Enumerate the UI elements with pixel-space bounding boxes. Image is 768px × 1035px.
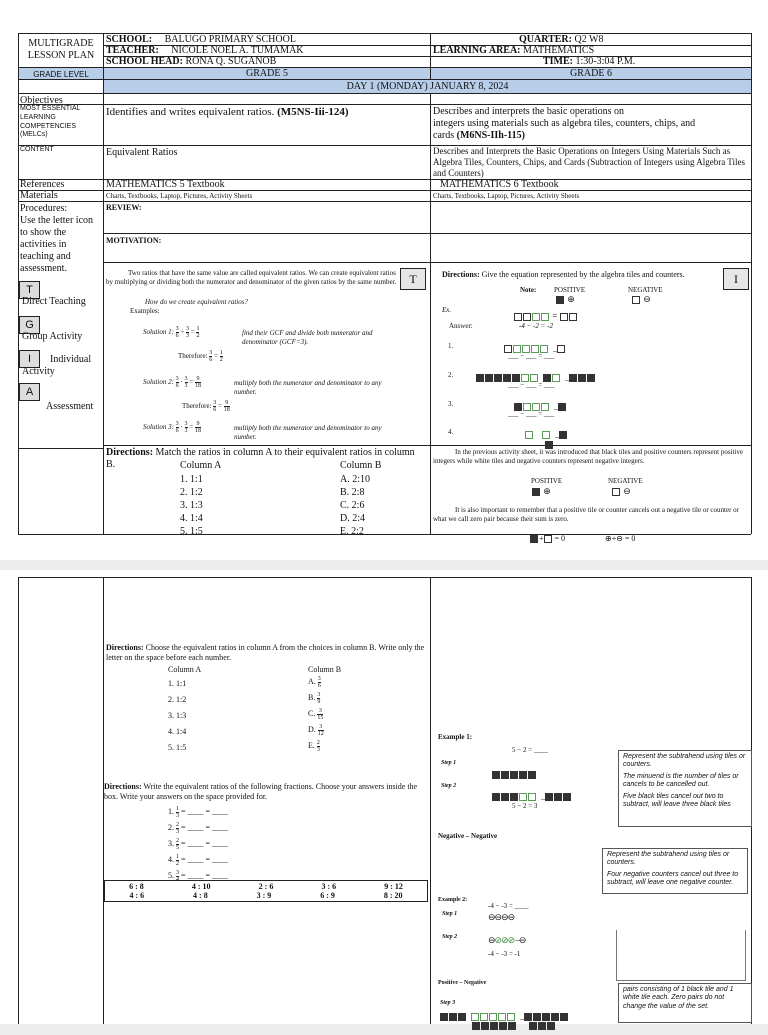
direct-teaching-label: Direct Teaching <box>22 296 86 307</box>
column-a-item: 1. 1:1 <box>180 474 203 485</box>
zero-pair-counters: ⊕+⊖ = 0 <box>605 534 636 543</box>
positive-heading: POSITIVE <box>554 286 586 294</box>
positive-key <box>556 294 575 305</box>
item-3-tiles: – <box>514 398 567 416</box>
therefore-1: Therefore: <box>178 352 208 361</box>
example-2-step-2-counters: ⊖⊘⊘⊘ –⊖ <box>488 935 526 945</box>
example-1-callout <box>618 750 752 827</box>
page2-column-b-letter: D. <box>308 725 316 734</box>
lesson-plan-page-2 <box>0 570 768 1024</box>
negative-counter-icon: ⊖ <box>643 294 651 304</box>
item-3-number: 3. <box>448 400 454 408</box>
procedures-label: Procedures: <box>20 203 68 214</box>
answer-choice: 8 : 20 <box>383 891 403 900</box>
content-grade-6: Describes and Interprets the Basic Operations on Integers Using Materials Such as Algebra Tiles, Counters, Chips, and Cards (Subtraction of Integers using Algebra Tiles and Counters) <box>433 146 745 178</box>
item-1-number: 1. <box>448 342 454 350</box>
negative-key <box>632 294 651 305</box>
note-label: Note: <box>520 286 537 294</box>
solution-1-label: Solution 1: <box>143 328 174 337</box>
answer-choice: 6 : 9 <box>320 891 335 900</box>
title-line-1: MULTIGRADE <box>28 38 94 49</box>
example-2-label: Example 2: <box>438 897 468 903</box>
reference-grade-5: MATHEMATICS 5 Textbook <box>106 179 225 190</box>
solution-3-note: multiply both the numerator and denominator to any number. <box>234 424 382 442</box>
materials-label: Materials <box>20 190 58 201</box>
quarter-value: Q2 W8 <box>574 34 604 45</box>
procedures-note: Use the letter icon to show the activities in teaching and assessment. <box>20 215 94 274</box>
fraction-item: 4. <box>168 855 174 864</box>
answer-choice: 4 : 6 <box>129 891 145 900</box>
grade-6-heading: GRADE 6 <box>570 68 612 79</box>
page2-column-a-item: 4. 1:4 <box>168 727 187 736</box>
zero-pair-counters-result: = 0 <box>624 534 636 543</box>
melc-5-code: (M5NS-Iii-124) <box>277 106 349 118</box>
example-1-step-2: Step 2 <box>441 783 457 789</box>
answer-choices-row-2 <box>105 891 427 900</box>
item-2-blanks: ___ − ___ = ___ <box>508 381 555 389</box>
positive-counter-icon: ⊕ <box>567 294 575 304</box>
column-b-list <box>340 473 370 538</box>
answer-choices-box <box>104 880 428 902</box>
page2-column-b-letter: E. <box>308 741 315 750</box>
melc-6-line-3: cards <box>433 130 455 141</box>
solution-3-label: Solution 3: <box>143 423 174 432</box>
step-3-tiles-row-2 <box>472 1017 556 1035</box>
answer-choice: 4 : 8 <box>193 891 208 900</box>
page2-column-a-heading: Column A <box>168 665 202 674</box>
empty-callout-frame <box>616 930 746 981</box>
answer-choice: 3 : 6 <box>321 882 337 891</box>
page2-column-a-item: 5. 1:5 <box>168 743 187 752</box>
answer-choice: 2 : 6 <box>258 882 274 891</box>
reference-grade-6: MATHEMATICS 6 Textbook <box>440 179 559 190</box>
page2-column-b-letter: C. <box>308 709 316 718</box>
choose-directions <box>106 643 426 662</box>
therefore-2: Therefore: <box>182 402 212 411</box>
answer-choice: 9 : 12 <box>384 882 403 891</box>
materials-grade-6: Charts, Textbooks, Laptop, Pictures, Activity Sheets <box>433 192 580 200</box>
solution-1: Solution 1: $\frac{3}{6}$ ÷ $\frac{3}{3}$ = $\frac{1}{2}$ <box>143 326 200 339</box>
column-a-item: 5. 1:5 <box>180 526 203 537</box>
solution-2-note: multiply both the numerator and denominator to any number. <box>234 379 382 397</box>
answer-label: Answer: <box>449 322 473 330</box>
school-head-name: RONA Q. SUGANOB <box>185 56 277 67</box>
example-label: Ex. <box>442 306 452 314</box>
page2-column-a-item: 1. 1:1 <box>168 679 187 688</box>
solution-2: Solution 2: $\frac{3}{6}$ · $\frac{3}{3}$ = $\frac{9}{18}$ <box>143 376 201 389</box>
answer-choice: 4 : 10 <box>191 882 211 891</box>
callout-1-line-3: Five black tiles cancel out two to subtract, will leave three black tiles <box>623 792 731 808</box>
callout-1-line-2: The minuend is the number of tiles or cancels to be cancelled out. <box>623 772 739 789</box>
matching-directions-label: Directions: <box>106 447 154 458</box>
column-a-list <box>180 473 203 538</box>
step-3-label: Step 3 <box>440 1000 456 1006</box>
choose-directions-label: Directions: <box>106 643 144 652</box>
column-a-item: 4. 1:4 <box>180 513 203 524</box>
page2-column-b-list: A. $\frac{3}{6}$ B. $\frac{3}{9}$ C. $\frac{3}{15}$ D. $\frac{3}{12}$ E. $\frac{2}{3}$ <box>308 675 324 753</box>
negative-negative-heading: Negative – Negative <box>438 832 498 840</box>
answer-choice: 3 : 9 <box>256 891 272 900</box>
matching-directions-text: Match the ratios in column A to their equivalent ratios in column B. <box>106 447 415 470</box>
column-a-item: 2. 1:2 <box>180 487 203 498</box>
group-activity-badge: G <box>19 316 40 334</box>
column-a-heading: Column A <box>180 460 222 471</box>
item-1-tiles: – <box>504 340 566 358</box>
example-2-result: -4 − -3 = -1 <box>488 950 521 958</box>
positive-negative-heading: Positive – Negative <box>438 980 487 986</box>
materials-grade-5: Charts, Textbooks, Laptop, Pictures, Activity Sheets <box>106 192 253 200</box>
grade-level-label: GRADE LEVEL <box>33 70 89 79</box>
page2-column-b-heading: Column B <box>308 665 342 674</box>
fraction-item: 2. <box>168 823 174 832</box>
example-1-result: 5 − 2 = 3 <box>512 802 538 810</box>
fraction-list: 1. $\frac{1}{3}$ = ____ = ____ 2. $\frac{2}{3}$ = ____ = ____ 3. $\frac{2}{5}$ = ____ = ____ 4. $\frac{1}{2}$ = ____ = ____ 5. $\frac{3}{4}$ = ____ = ____ <box>168 805 229 883</box>
negative-key-2: ⊖ <box>612 486 631 497</box>
answer-choices-row-1 <box>105 882 427 891</box>
item-2-tiles: – <box>476 369 596 387</box>
example-2-equation: -4 − -3 = ____ <box>488 902 529 910</box>
group-activity-label: Group Activity <box>22 331 83 342</box>
solution-1-note: find their GCF and divide both numerator and denominator (GCF=3). <box>242 329 373 347</box>
item-4-number: 4. <box>448 428 454 436</box>
melc-6-line-1: Describes and interprets the basic operations on <box>433 106 625 117</box>
callout-2-line-1: Represent the subtrahend using tiles or counters. <box>607 851 730 867</box>
callout-1-line-1: Represent the subtrahend using tiles or counters. <box>623 753 746 769</box>
melc-5-text: Identifies and writes equivalent ratios. <box>106 106 275 118</box>
negative-heading: NEGATIVE <box>628 286 663 294</box>
examples-label: Examples: <box>130 307 160 315</box>
column-b-item: C. 2:6 <box>340 500 365 511</box>
black-tile-icon <box>556 296 564 304</box>
direct-teaching-badge: T <box>19 281 40 299</box>
title-line-2: LESSON PLAN <box>27 50 95 61</box>
assessment-label: Assessment <box>46 401 94 412</box>
zero-pair-tiles: + = 0 <box>530 534 565 543</box>
individual-activity-badge: I <box>19 350 40 368</box>
tiles-explanation: In the previous activity sheet, it was introduced that black tiles and positive counters represent positive integers while white tiles and negative counters represent negative integers. <box>433 448 743 465</box>
step-3-callout: pairs consisting of 1 black tile and 1 white tile each. Zero pairs do not change the value of the set. <box>618 983 752 1023</box>
individual-activity-icon: I <box>723 268 749 290</box>
references-label: References <box>20 179 65 190</box>
melcs-label: MOST ESSENTIAL LEARNING COMPETENCIES (MELCs) <box>20 105 81 139</box>
column-b-heading: Column B <box>340 460 382 471</box>
example-1-step-1: Step 1 <box>441 760 457 766</box>
example-2-step-1-counters: ⊖⊖⊖⊖ <box>488 912 515 922</box>
column-b-item: E. 2:2 <box>340 526 364 537</box>
content-grade-5: Equivalent Ratios <box>106 147 178 158</box>
learning-area-value: MATHEMATICS <box>523 45 595 56</box>
equivalent-ratio-definition: Two ratios that have the same value are called equivalent ratios. We can create equivalent ratios by multiplying or dividing both the numerator and denominator of the given ratios by the same number. <box>106 269 397 286</box>
school-label: SCHOOL: <box>106 34 153 45</box>
example-1-equation: 5 − 2 = ____ <box>512 746 548 754</box>
item-3-blanks: ___ − ___ = ___ <box>508 410 555 418</box>
fraction-directions-text: Write the equivalent ratios of the following fractions. Choose your answers inside the box. Write your answers on the space provided for. <box>104 782 418 801</box>
fraction-directions <box>104 782 426 801</box>
white-tile-icon <box>632 296 640 304</box>
day-heading: DAY 1 (MONDAY) JANUARY 8, 2024 <box>346 81 509 92</box>
answer-choice: 6 : 8 <box>129 882 144 891</box>
school-head-label: SCHOOL HEAD: <box>106 56 183 67</box>
step-1-tiles <box>492 766 537 784</box>
school-name: BALUGO PRIMARY SCHOOL <box>164 34 296 45</box>
example-1-label: Example 1: <box>438 733 473 741</box>
zero-pair-tiles-result: = 0 <box>554 534 566 543</box>
tiles-directions-label: Directions: <box>442 270 480 279</box>
review-label: REVIEW: <box>106 203 142 212</box>
tiles-directions <box>442 270 720 279</box>
example-2-step-1: Step 1 <box>442 911 458 917</box>
solution-1-result: Therefore: $\frac{3}{6}$ = $\frac{1}{2}$ <box>178 350 223 363</box>
melc-6-code: (M6NS-IIh-115) <box>456 130 525 141</box>
motivation-label: MOTIVATION: <box>106 236 162 245</box>
individual-activity-label: Individual Activity <box>22 354 92 377</box>
objectives-label: Objectives <box>20 95 63 106</box>
melc-6-line-2: integers using materials such as algebra tiles, counters, chips, and <box>433 118 696 129</box>
time-label: TIME: <box>543 56 573 67</box>
negative-heading-2: NEGATIVE <box>608 477 643 485</box>
step-2-tiles: – <box>492 788 572 806</box>
page2-column-b-letter: B. <box>308 693 316 702</box>
answer-equation: -4 − -2 = -2 <box>519 322 553 330</box>
melc-grade-5 <box>106 106 426 119</box>
time-value: 1:30-3:04 P.M. <box>575 56 636 67</box>
learning-area-label: LEARNING AREA: <box>433 45 521 56</box>
solution-3: Solution 3: $\frac{3}{6}$ · $\frac{3}{3}$ = $\frac{9}{18}$ <box>143 421 201 434</box>
column-b-item: A. 2:10 <box>340 474 370 485</box>
page2-column-b-letter: A. <box>308 677 316 686</box>
tiles-directions-text: Give the equation represented by the algebra tiles and counters. <box>481 270 685 279</box>
column-b-item: B. 2:8 <box>340 487 365 498</box>
teacher-label: TEACHER: <box>106 45 159 56</box>
page2-column-a-item: 3. 1:3 <box>168 711 187 720</box>
item-2-number: 2. <box>448 371 454 379</box>
positive-heading-2: POSITIVE <box>531 477 563 485</box>
quarter-label: QUARTER: <box>519 34 572 45</box>
melc-grade-6 <box>433 106 748 142</box>
page2-column-a-item: 2. 1:2 <box>168 695 187 704</box>
teacher-name: NICOLE NOEL A. TUMAMAK <box>171 45 304 56</box>
positive-key-2: ⊕ <box>532 486 551 497</box>
choose-directions-text: Choose the equivalent ratios in column A from the choices in column B. Write only the letter on the space before each number. <box>106 643 425 662</box>
direct-teaching-icon: T <box>400 268 426 290</box>
lesson-plan-title <box>20 38 102 62</box>
content-label: CONTENT <box>20 146 54 153</box>
example-2-step-2: Step 2 <box>442 934 458 940</box>
example-2-callout <box>602 848 748 894</box>
lesson-question: How do we create equivalent ratios? <box>145 298 248 306</box>
solution-2-result: Therefore: $\frac{3}{6}$ = $\frac{9}{18}$ <box>182 400 230 413</box>
fraction-item: 3. <box>168 839 174 848</box>
zero-pair-explanation: It is also important to remember that a positive tile or counter cancels out a negative tile or counter or what we call zero pair because their sum is zero. <box>433 506 739 523</box>
callout-2-line-2: Four negative counters cancel out three to subtract, will leave one negative counter. <box>607 870 739 887</box>
column-b-item: D. 2:4 <box>340 513 365 524</box>
item-1-blanks: ___ − ___ = ___ <box>508 352 555 360</box>
column-a-item: 3. 1:3 <box>180 500 203 511</box>
item-4-tiles: – <box>525 426 568 444</box>
page2-column-a-list <box>168 676 186 756</box>
grade-5-heading: GRADE 5 <box>246 68 288 79</box>
fraction-item: 1. <box>168 807 174 816</box>
solution-2-label: Solution 2: <box>143 378 174 387</box>
example-tiles: = <box>514 311 578 321</box>
fraction-item: 5. <box>168 871 174 880</box>
step-3-tiles: – <box>440 1008 569 1026</box>
fraction-directions-label: Directions: <box>104 782 142 791</box>
assessment-badge: A <box>19 383 40 401</box>
